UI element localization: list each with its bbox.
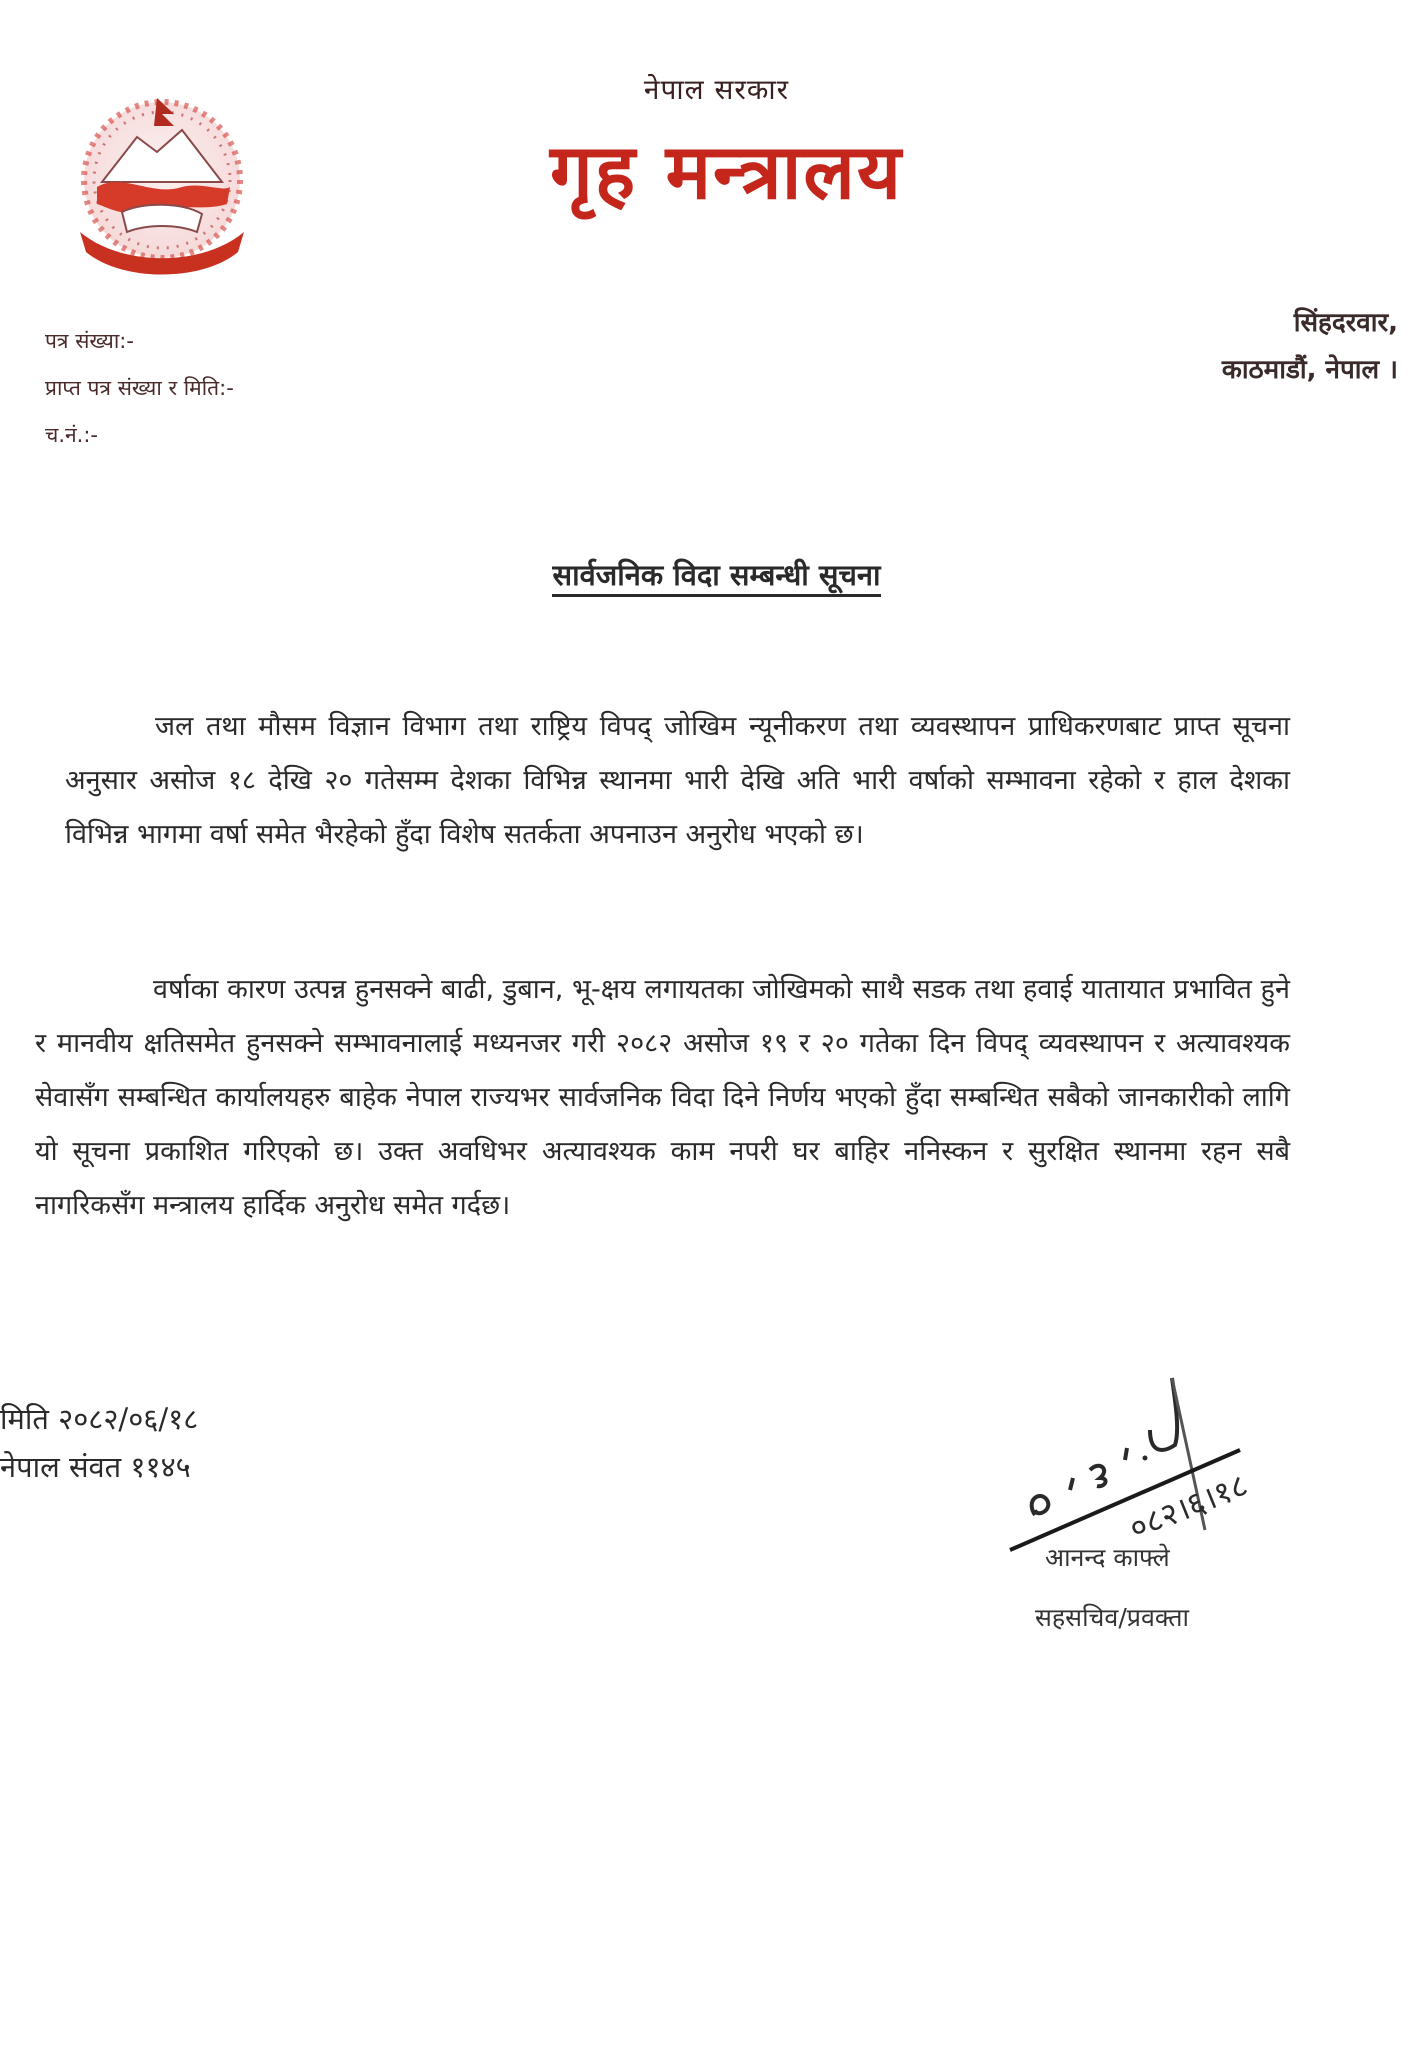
dispatch-number-label: च.नं.:- (45, 423, 98, 447)
ministry-name: गृह मन्त्रालय (550, 127, 903, 216)
notice-subject (0, 555, 1423, 594)
signature-date: ०८२।६।१८ (1123, 1465, 1254, 1548)
government-name: नेपाल सरकार (643, 73, 790, 106)
signer-name: आनन्द काफ्ले (1045, 1543, 1170, 1572)
letter-number-label: पत्र संख्या:- (45, 329, 134, 353)
body-paragraph-1 (65, 700, 1290, 862)
address-block (1222, 300, 1398, 394)
subject-title: सार्वजनिक विदा सम्बन्धी सूचना (552, 558, 880, 597)
body-paragraph-2 (35, 963, 1290, 1233)
signer-title: सहसचिव/प्रवक्ता (1035, 1603, 1189, 1632)
address-line-1: सिंहदरवार, (1293, 308, 1398, 338)
paragraph-1-text: जल तथा मौसम विज्ञान विभाग तथा राष्ट्रिय विपद् जोखिम न्यूनीकरण तथा व्यवस्थापन प्राधिकरणबाट प्राप्त सूचना अनुसार असोज १८ देखि २० गतेसम्म देशका विभिन्न स्थानमा भारी देखि अति भारी वर्षाको सम्भावना रहेको र हाल देशका विभिन्न भागमा वर्षा समेत भैरहेको हुँदा विशेष सतर्कता अपनाउन अनुरोध भएको छ। (65, 711, 1290, 850)
nepal-sambat-line: नेपाल संवत ११४५ (0, 1450, 191, 1484)
paragraph-2-text: वर्षाका कारण उत्पन्न हुनसक्ने बाढी, डुबान, भू-क्षय लगायतका जोखिमको साथै सडक तथा हवाई यातायात प्रभावित हुने र मानवीय क्षतिसमेत हुनसक्ने सम्भावनालाई मध्यनजर गरी २०८२ असोज १९ र २० गतेका दिन विपद् व्यवस्थापन र अत्यावश्यक सेवासँग सम्बन्धित कार्यालयहरु बाहेक नेपाल राज्यभर सार्वजनिक विदा दिने निर्णय भएको हुँदा सम्बन्धित सबैको जानकारीको लागि यो सूचना प्रकाशित गरिएको छ। उक्त अवधिभर अत्यावश्यक काम नपरी घर बाहिर ननिस्कन र सुरक्षित स्थानमा रहन सबै नागरिकसँग मन्त्रालय हार्दिक अनुरोध समेत गर्दछ। (35, 974, 1290, 1221)
date-block (0, 1395, 198, 1491)
received-letter-label: प्राप्त पत्र संख्या र मिति:- (45, 376, 234, 400)
reference-block (45, 318, 234, 459)
date-line: मिति २०८२/०६/१८ (0, 1402, 199, 1436)
address-line-2: काठमाडौं, नेपाल । (1221, 355, 1398, 385)
